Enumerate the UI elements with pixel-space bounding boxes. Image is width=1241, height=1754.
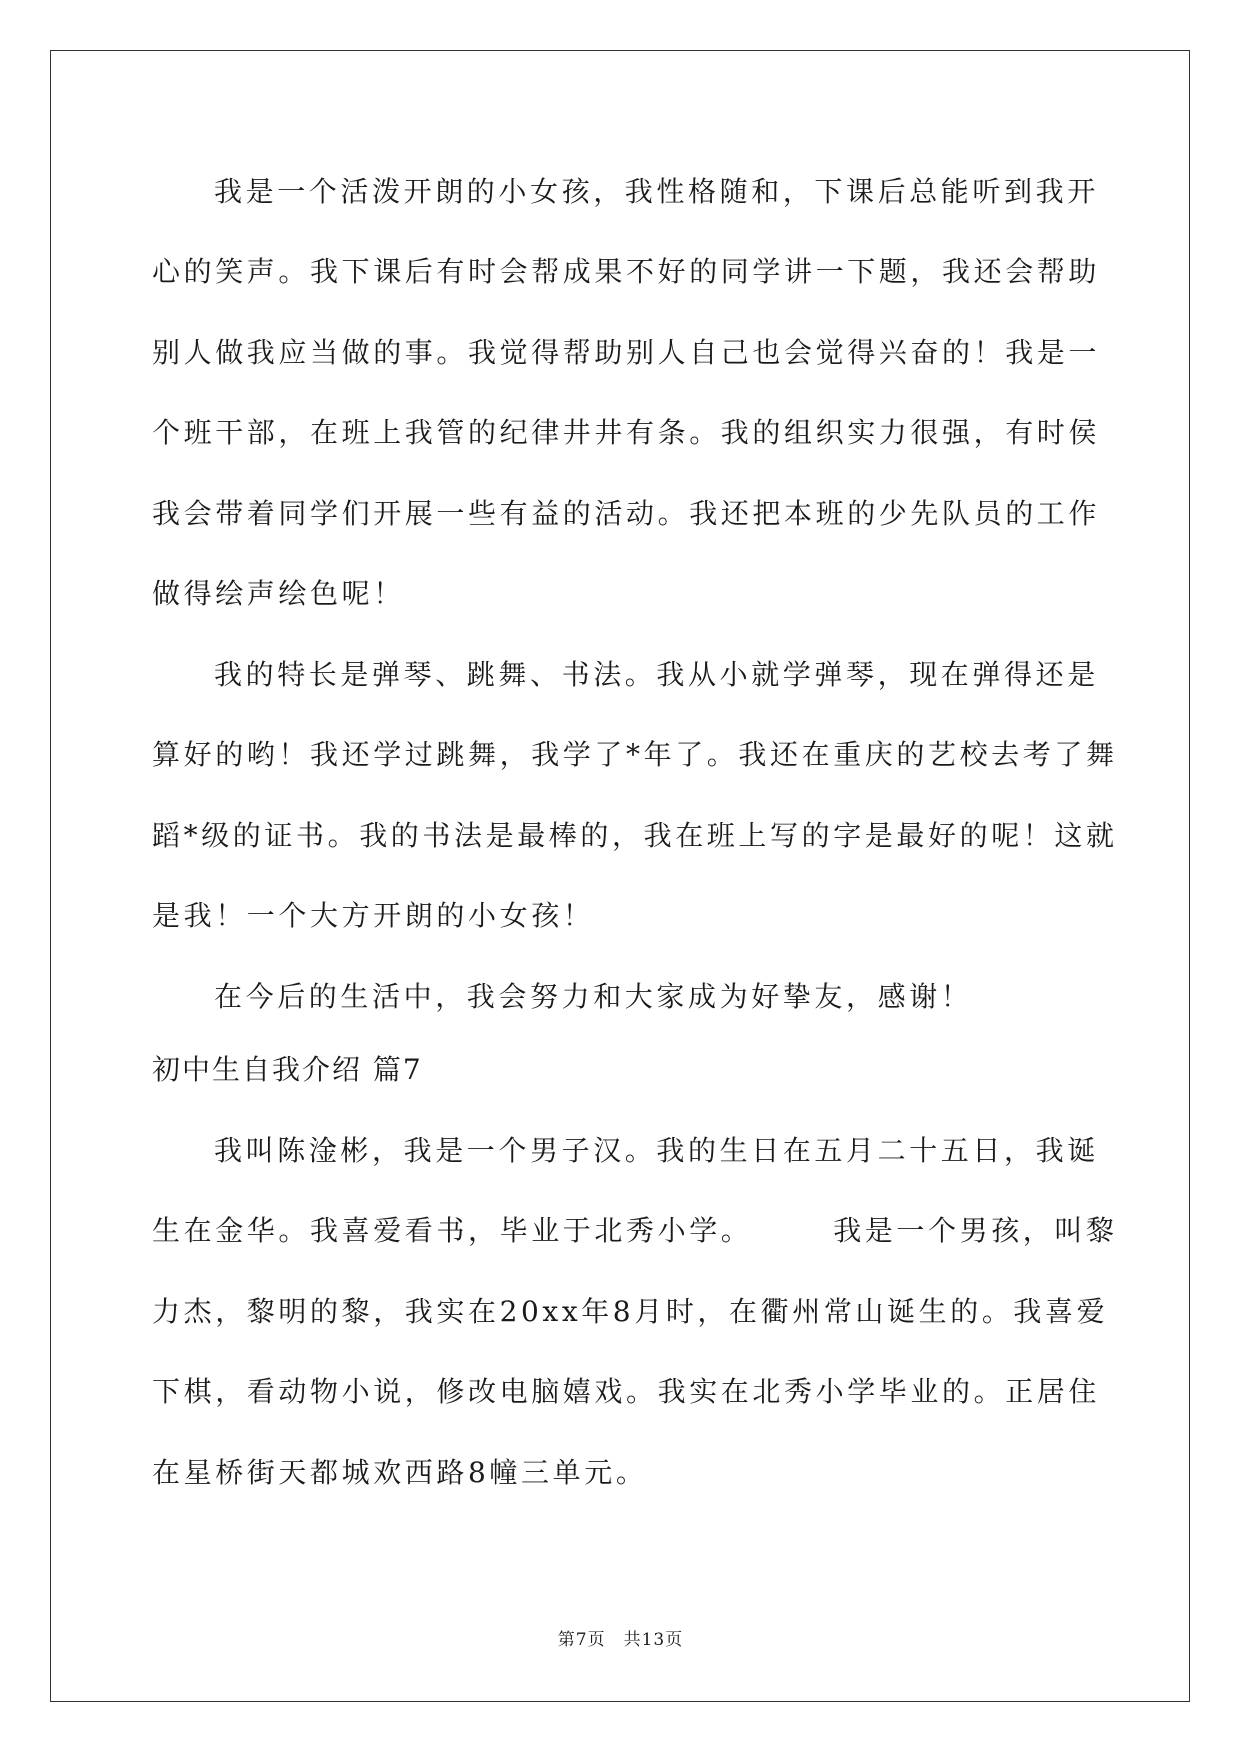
paragraph-1-line-2: 心的笑声。我下课后有时会帮成果不好的同学讲一下题，我还会帮助 bbox=[152, 255, 1101, 288]
paragraph-4-line-5: 在星桥街天都城欢西路8幢三单元。 bbox=[152, 1456, 648, 1489]
paragraph-2-line-1: 我的特长是弹琴、跳舞、书法。我从小就学弹琴，现在弹得还是 bbox=[214, 658, 1099, 691]
paragraph-1-line-3: 别人做我应当做的事。我觉得帮助别人自己也会觉得兴奋的！我是一 bbox=[152, 336, 1101, 369]
paragraph-2-line-2: 算好的哟！我还学过跳舞，我学了*年了。我还在重庆的艺校去考了舞 bbox=[152, 738, 1118, 771]
paragraph-4-line-2: 生在金华。我喜爱看书，毕业于北秀小学。 我是一个男孩，叫黎 bbox=[152, 1214, 1118, 1247]
paragraph-1-line-1: 我是一个活泼开朗的小女孩，我性格随和，下课后总能听到我开 bbox=[214, 175, 1099, 208]
paragraph-3-line-1: 在今后的生活中，我会努力和大家成为好挚友，感谢！ bbox=[214, 980, 973, 1013]
paragraph-1-line-6: 做得绘声绘色呢！ bbox=[152, 577, 405, 610]
paragraph-4-line-3: 力杰，黎明的黎，我实在20xx年8月时，在衢州常山诞生的。我喜爱 bbox=[152, 1295, 1109, 1328]
paragraph-1-line-5: 我会带着同学们开展一些有益的活动。我还把本班的少先队员的工作 bbox=[152, 497, 1101, 530]
paragraph-1-line-4: 个班干部，在班上我管的纪律井井有条。我的组织实力很强，有时侯 bbox=[152, 416, 1101, 449]
paragraph-4-line-1: 我叫陈淦彬，我是一个男子汉。我的生日在五月二十五日，我诞 bbox=[214, 1134, 1099, 1167]
page-number-footer: 第7页 共13页 bbox=[557, 1630, 684, 1650]
paragraph-2-line-4: 是我！一个大方开朗的小女孩！ bbox=[152, 899, 595, 932]
paragraph-2-line-3: 蹈*级的证书。我的书法是最棒的，我在班上写的字是最好的呢！这就 bbox=[152, 819, 1118, 852]
paragraph-4-line-4: 下棋，看动物小说，修改电脑嬉戏。我实在北秀小学毕业的。正居住 bbox=[152, 1375, 1101, 1408]
section-heading: 初中生自我介绍 篇7 bbox=[152, 1053, 423, 1086]
